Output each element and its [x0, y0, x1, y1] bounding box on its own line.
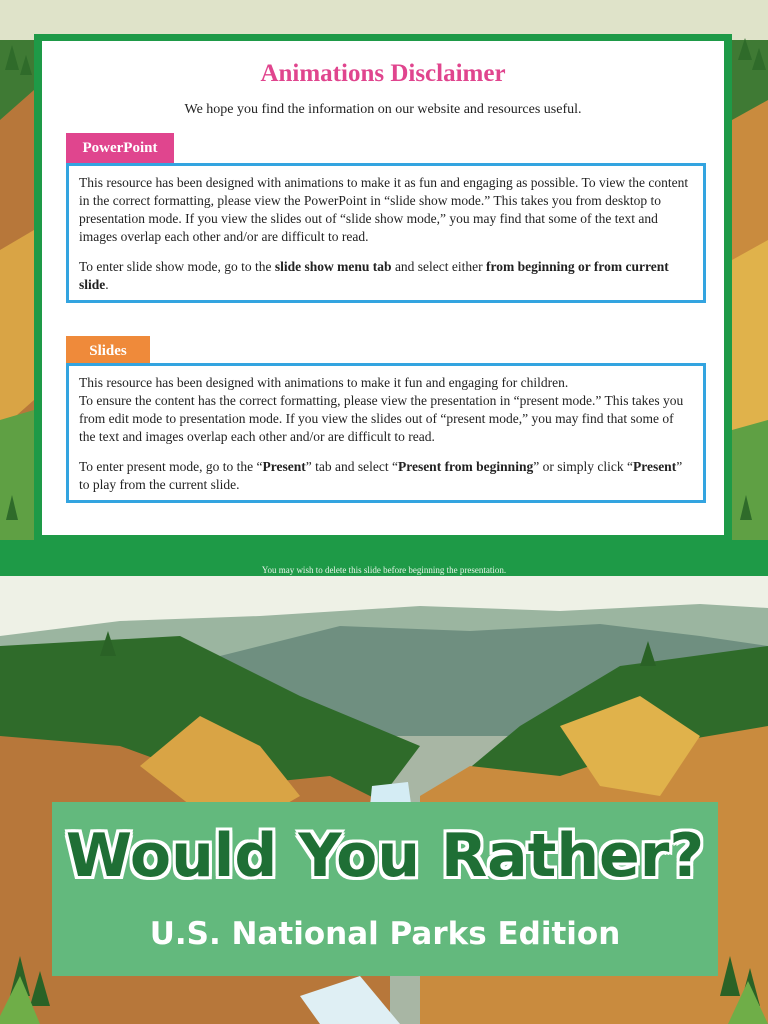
main-title: Would You Rather?	[65, 821, 705, 891]
powerpoint-paragraph-2: To enter slide show mode, go to the slide show menu tab and select either from beginning or from current slide.	[79, 259, 669, 292]
footer-note: You may wish to delete this slide before beginning the presentation.	[261, 565, 507, 575]
slides-info-box	[66, 363, 706, 503]
powerpoint-info-box	[66, 163, 706, 303]
slides-paragraph-1: This resource has been designed with animations to make it fun and engaging for children. To ensure the content has the correct formatting, please view the presentation in “present mode.” This takes you from edit mode to presentation mode. If you view the slides out of “present mode,” you may find that some of the text and images overlap each other and/or are difficult to read.	[79, 375, 684, 444]
title-slide	[0, 576, 768, 1024]
slides-paragraph-2: To enter present mode, go to the “Present” tab and select “Present from beginning” or simply click “Present” to play from the current slide.	[79, 459, 683, 492]
from-beginning-text: from beginning or from current slide	[79, 259, 669, 292]
powerpoint-tag: PowerPoint	[66, 133, 174, 163]
slide-show-menu-tab-text: slide show menu tab	[274, 259, 392, 274]
disclaimer-title: Animations Disclaimer	[260, 60, 506, 87]
subtitle: U.S. National Parks Edition	[149, 916, 621, 952]
powerpoint-paragraph-1: This resource has been designed with animations to make it as fun and engaging as possible. To view the content in the correct formatting, please view the PowerPoint in “slide show mode.” This takes you from desktop to presentation mode. If you view the slides out of “slide show mode,” you may find that some of the text and images overlap each other and/or are difficult to read.	[79, 175, 689, 244]
intro-text: We hope you find the information on our website and resources useful.	[184, 102, 582, 117]
slides-tag: Slides	[66, 336, 150, 366]
